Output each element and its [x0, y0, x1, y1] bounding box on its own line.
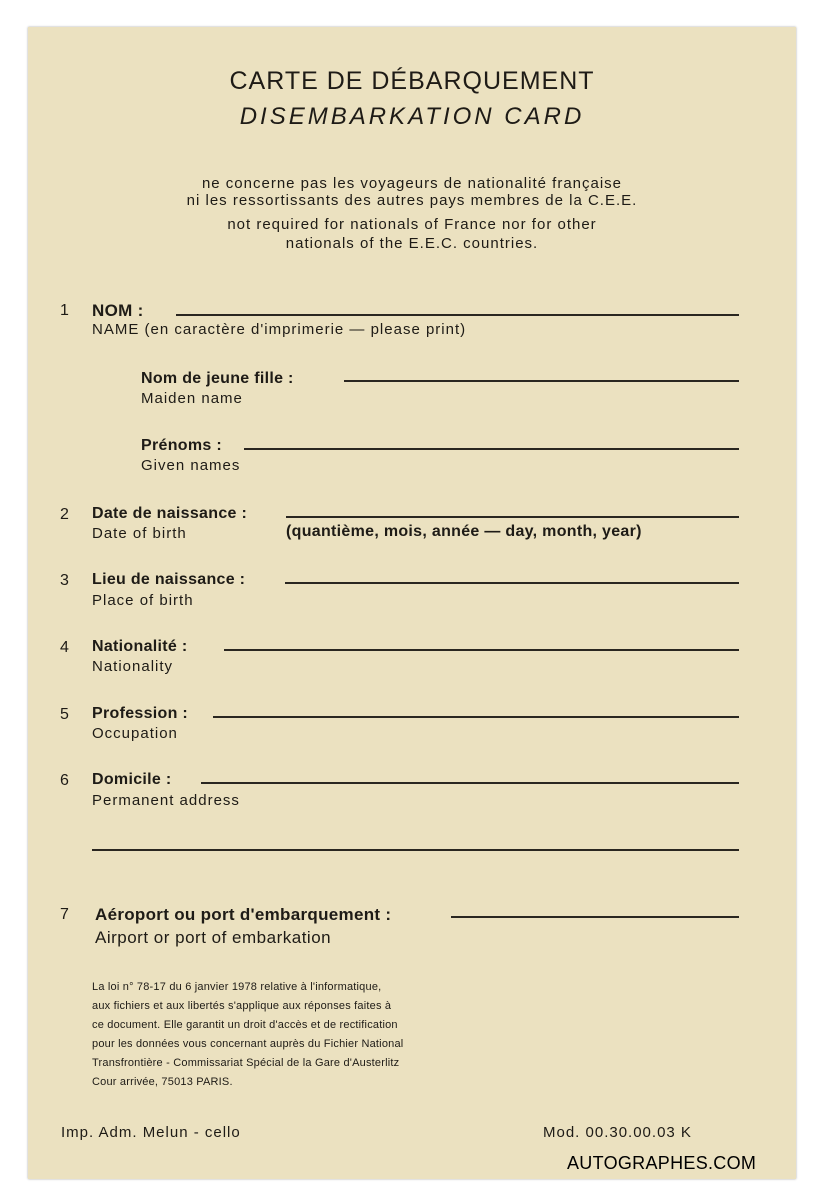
given-names-sublabel: Given names [141, 457, 241, 474]
birth-date-label: Date de naissance : [92, 505, 248, 522]
notice-en-line1: not required for nationals of France nor for other [227, 216, 597, 233]
nom-label: NOM : [92, 301, 144, 320]
printer-credit: Imp. Adm. Melun - cello [61, 1124, 241, 1141]
field-number-1: 1 [60, 302, 69, 319]
nom-line[interactable] [176, 314, 739, 316]
profession-label: Profession : [92, 705, 189, 722]
given-names-label: Prénoms : [141, 437, 222, 454]
birth-date-line[interactable] [286, 516, 739, 518]
legal-line: Transfrontière - Commissariat Spécial de la Gare d'Austerlitz [92, 1057, 400, 1069]
profession-sublabel: Occupation [92, 725, 178, 742]
notice-fr-line2: ni les ressortissants des autres pays membres de la C.E.E. [186, 192, 638, 209]
domicile-extra-line[interactable] [92, 849, 739, 851]
legal-notice [92, 978, 512, 1092]
birth-date-sublabel: Date of birth [92, 525, 187, 542]
field-number-7: 7 [60, 906, 69, 923]
domicile-sublabel: Permanent address [92, 792, 240, 809]
field-number-5: 5 [60, 706, 69, 723]
notice-fr-line1: ne concerne pas les voyageurs de nationalité française [201, 175, 623, 192]
nationality-label: Nationalité : [92, 638, 188, 655]
port-sublabel: Airport or port of embarkation [95, 928, 332, 947]
card-title: CARTE DE DÉBARQUEMENT [229, 67, 595, 95]
legal-line: aux fichiers et aux libertés s'applique aux réponses faites à [92, 1000, 392, 1012]
card-subtitle: DISEMBARKATION CARD [239, 103, 585, 130]
domicile-label: Domicile : [92, 771, 172, 788]
birth-place-line[interactable] [285, 582, 739, 584]
legal-line: Cour arrivée, 75013 PARIS. [92, 1076, 233, 1088]
field-number-4: 4 [60, 639, 69, 656]
birth-date-format-hint: (quantième, mois, année — day, month, year) [286, 523, 642, 540]
notice-en-line2: nationals of the E.E.C. countries. [285, 235, 539, 252]
profession-line[interactable] [213, 716, 739, 718]
maiden-name-line[interactable] [344, 380, 739, 382]
legal-line: pour les données vous concernant auprès du Fichier National [92, 1038, 404, 1050]
field-number-3: 3 [60, 572, 69, 589]
model-number: Mod. 00.30.00.03 K [543, 1124, 692, 1141]
watermark: AUTOGRAPHES.COM [567, 1153, 757, 1173]
legal-line: ce document. Elle garantit un droit d'accès et de rectification [92, 1019, 398, 1031]
birth-place-label: Lieu de naissance : [92, 571, 246, 588]
field-number-6: 6 [60, 772, 69, 789]
legal-line: La loi n° 78-17 du 6 janvier 1978 relative à l'informatique, [92, 981, 382, 993]
nom-sublabel: NAME (en caractère d'imprimerie — please print) [92, 321, 467, 338]
nationality-sublabel: Nationality [92, 658, 174, 675]
maiden-name-label: Nom de jeune fille : [141, 370, 294, 387]
field-number-2: 2 [60, 506, 69, 523]
domicile-line[interactable] [201, 782, 739, 784]
nationality-line[interactable] [224, 649, 739, 651]
maiden-name-sublabel: Maiden name [141, 390, 243, 407]
birth-place-sublabel: Place of birth [92, 592, 194, 609]
port-line[interactable] [451, 916, 739, 918]
given-names-line[interactable] [244, 448, 739, 450]
disembarkation-card [28, 27, 796, 1179]
port-label: Aéroport ou port d'embarquement : [95, 905, 392, 924]
